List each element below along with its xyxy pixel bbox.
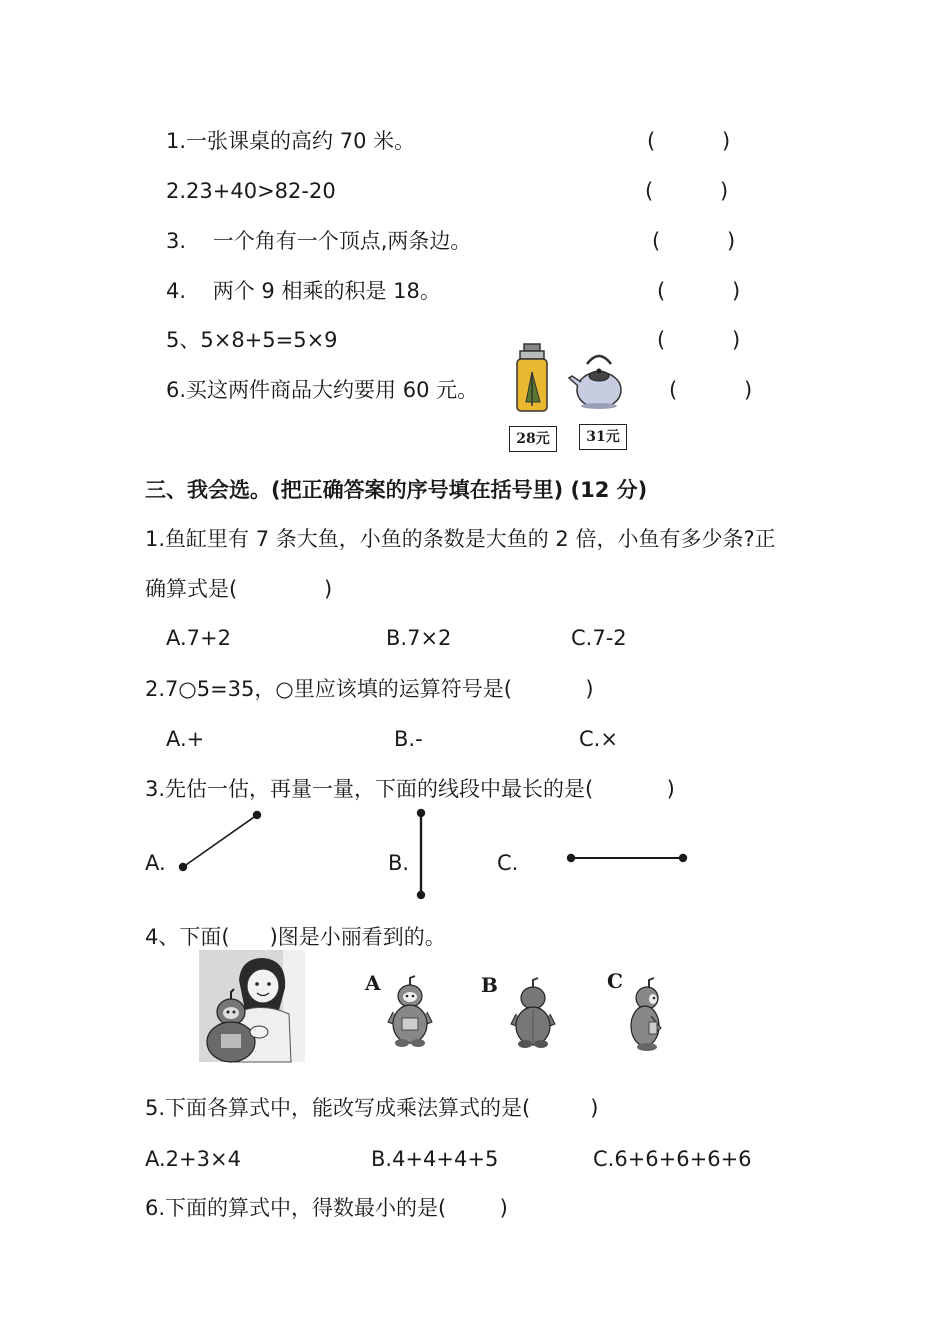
judge-item-3: 3. 一个角有一个顶点,两条边。	[166, 229, 472, 253]
segment-a	[179, 811, 261, 871]
judge-item-6: 6.买这两件商品大约要用 60 元。	[166, 378, 479, 402]
q5-option-b[interactable]: B.4+4+4+5	[371, 1147, 499, 1171]
toy-front-view-image[interactable]	[385, 976, 435, 1048]
q2-option-c[interactable]: C.×	[579, 727, 618, 751]
judge-item-1: 1.一张课桌的高约 70 米。	[166, 129, 416, 153]
price-tag-kettle: 31元	[579, 424, 627, 450]
q1-option-a[interactable]: A.7+2	[166, 626, 231, 650]
q1-option-c[interactable]: C.7-2	[571, 626, 627, 650]
judge-item-4: 4. 两个 9 相乘的积是 18。	[166, 279, 441, 303]
girl-with-toy-image	[199, 950, 305, 1062]
q4-label-c[interactable]: C	[607, 969, 623, 993]
answer-blank-1[interactable]: ( )	[647, 129, 731, 153]
judge-item-5: 5、5×8+5=5×9	[166, 328, 338, 352]
answer-blank-4[interactable]: ( )	[657, 279, 741, 303]
q2-option-a[interactable]: A.+	[166, 727, 205, 751]
q4-label-a[interactable]: A	[365, 971, 381, 995]
question-6: 6.下面的算式中，得数最小的是( )	[145, 1196, 508, 1220]
question-2: 2.7○5=35，○里应该填的运算符号是( )	[145, 677, 594, 701]
question-1-line-1: 1.鱼缸里有 7 条大鱼，小鱼的条数是大鱼的 2 倍，小鱼有多少条?正	[145, 527, 776, 551]
question-3: 3.先估一估，再量一量，下面的线段中最长的是( )	[145, 777, 675, 801]
q3-label-b[interactable]: B.	[388, 851, 410, 875]
segment-c	[567, 854, 687, 862]
q5-option-a[interactable]: A.2+3×4	[145, 1147, 241, 1171]
question-4: 4、下面( )图是小丽看到的。	[145, 925, 446, 949]
q1-option-b[interactable]: B.7×2	[386, 626, 452, 650]
answer-blank-6[interactable]: ( )	[669, 378, 753, 402]
answer-blank-3[interactable]: ( )	[652, 229, 736, 253]
toy-back-view-image[interactable]	[508, 978, 558, 1048]
q3-label-a[interactable]: A.	[145, 851, 166, 875]
q2-option-b[interactable]: B.-	[394, 727, 423, 751]
toy-side-view-image[interactable]	[625, 978, 671, 1052]
q3-label-c[interactable]: C.	[497, 851, 519, 875]
q5-option-c[interactable]: C.6+6+6+6+6	[593, 1147, 752, 1171]
q4-label-b[interactable]: B	[481, 973, 498, 997]
segment-b	[417, 809, 425, 899]
price-tag-thermos: 28元	[509, 426, 557, 452]
section-heading: 三、我会选。(把正确答案的序号填在括号里) (12 分)	[145, 478, 648, 502]
answer-blank-2[interactable]: ( )	[645, 179, 729, 203]
judge-item-2: 2.23+40>82-20	[166, 179, 336, 203]
question-1-line-2: 确算式是( )	[145, 577, 333, 601]
question-5: 5.下面各算式中，能改写成乘法算式的是( )	[145, 1096, 599, 1120]
answer-blank-5[interactable]: ( )	[657, 328, 741, 352]
